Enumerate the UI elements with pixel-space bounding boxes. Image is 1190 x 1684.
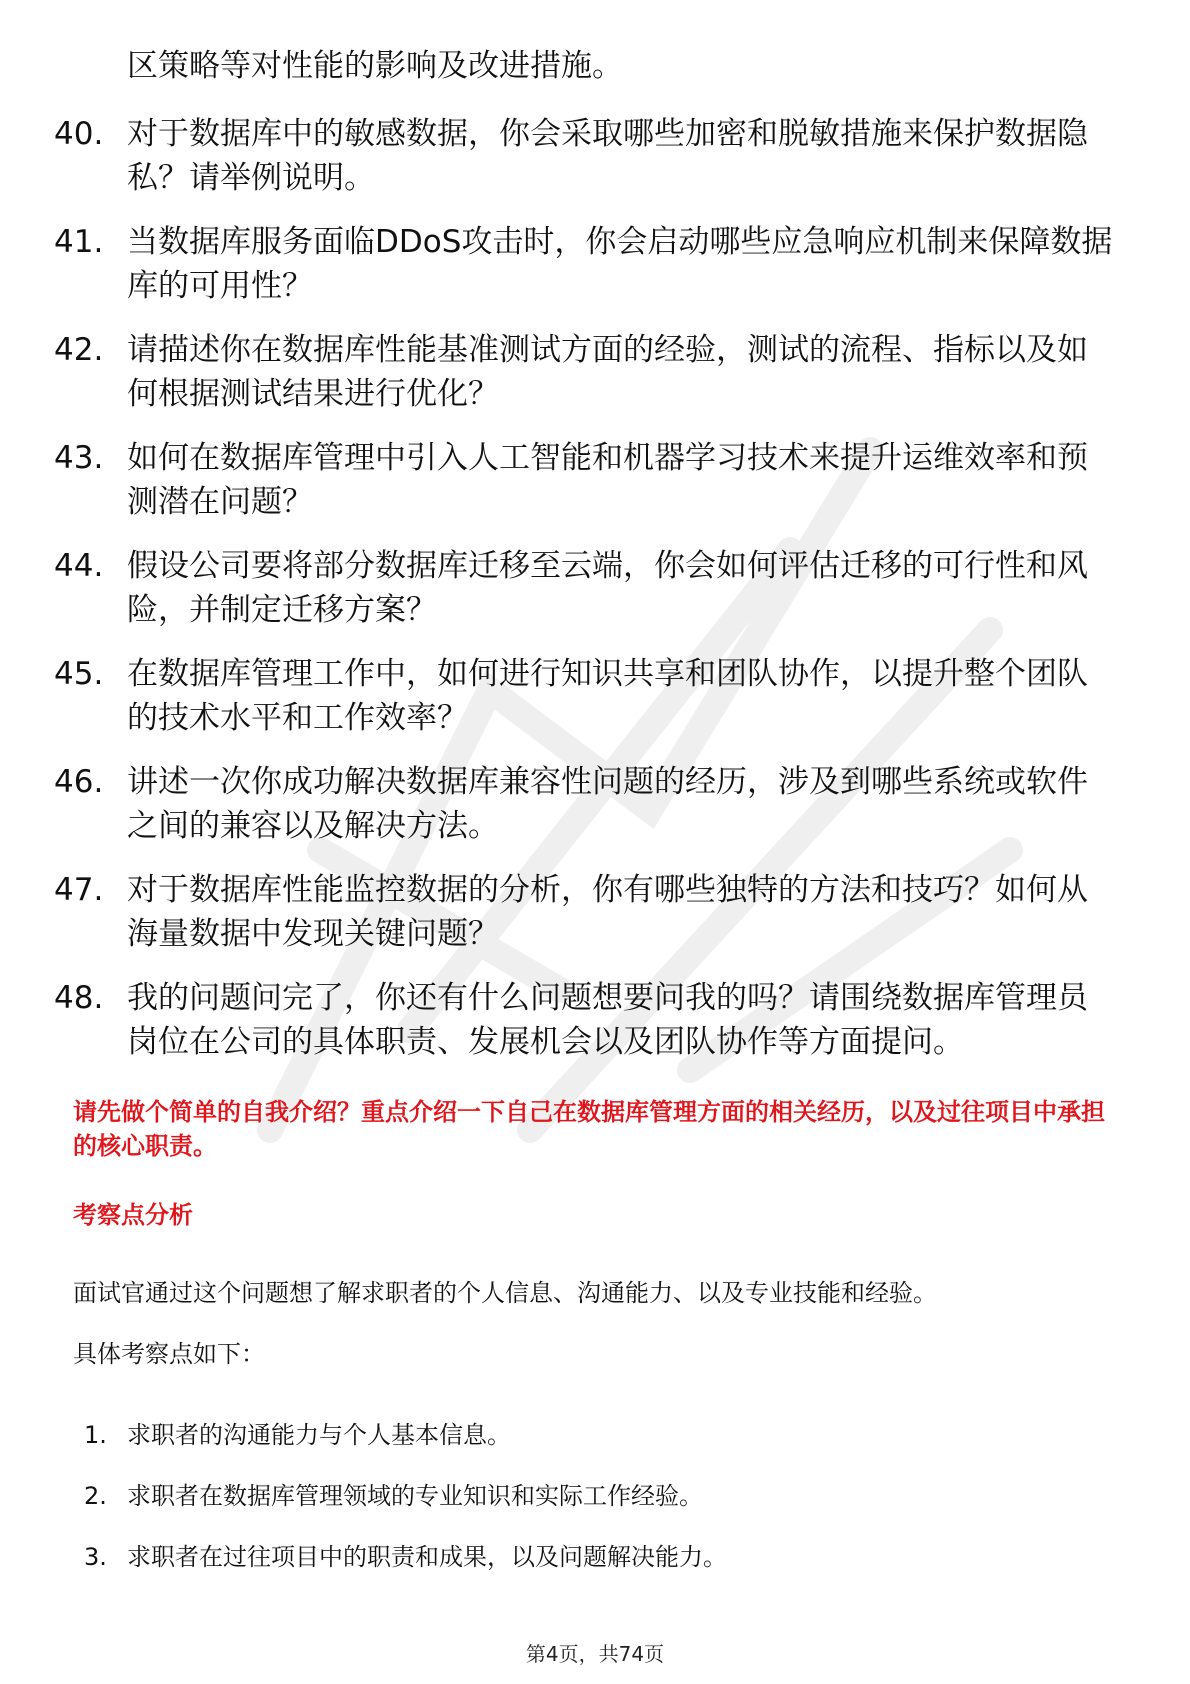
point-text: 求职者在过往项目中的职责和成果，以及问题解决能力。 xyxy=(127,1543,727,1571)
point-text: 求职者的沟通能力与个人基本信息。 xyxy=(127,1421,511,1449)
list-item xyxy=(54,220,1124,308)
point-number: 3. xyxy=(84,1543,107,1571)
question-text: 对于数据库性能监控数据的分析，你有哪些独特的方法和技巧？如何从海量数据中发现关键问题？ xyxy=(127,872,1088,952)
question-text: 如何在数据库管理中引入人工智能和机器学习技术来提升运维效率和预测潜在问题？ xyxy=(127,440,1088,520)
point-number: 2. xyxy=(84,1482,107,1510)
list-item xyxy=(84,1479,1084,1513)
page-footer: 第4页，共74页 xyxy=(525,1642,665,1666)
continued-question-text: 区策略等对性能的影响及改进措施。 xyxy=(127,48,623,84)
question-number: 43. xyxy=(54,440,104,476)
question-number: 48. xyxy=(54,980,104,1016)
question-text: 假设公司要将部分数据库迁移至云端，你会如何评估迁移的可行性和风险，并制定迁移方案？ xyxy=(127,548,1088,628)
question-text: 在数据库管理工作中，如何进行知识共享和团队协作，以提升整个团队的技术水平和工作效率？ xyxy=(127,656,1088,736)
question-number: 47. xyxy=(54,872,104,908)
question-list xyxy=(54,112,1124,1084)
question-number: 40. xyxy=(54,116,104,152)
section-title: 考察点分析 xyxy=(73,1201,193,1229)
point-number: 1. xyxy=(84,1421,107,1449)
question-number: 46. xyxy=(54,764,104,800)
highlighted-question: 请先做个简单的自我介绍？重点介绍一下自己在数据库管理方面的相关经历，以及过往项目中承担的核心职责。 xyxy=(73,1098,1105,1160)
list-item xyxy=(84,1540,1084,1574)
points-list xyxy=(84,1418,1084,1601)
list-item xyxy=(54,544,1124,632)
point-text: 求职者在数据库管理领域的专业知识和实际工作经验。 xyxy=(127,1482,703,1510)
list-item xyxy=(54,436,1124,524)
points-intro: 具体考察点如下： xyxy=(73,1340,265,1368)
list-item xyxy=(54,112,1124,200)
list-item xyxy=(84,1418,1084,1452)
list-item xyxy=(54,760,1124,848)
question-text: 对于数据库中的敏感数据，你会采取哪些加密和脱敏措施来保护数据隐私？请举例说明。 xyxy=(127,116,1088,196)
intro-paragraph: 面试官通过这个问题想了解求职者的个人信息、沟通能力、以及专业技能和经验。 xyxy=(73,1279,937,1307)
list-item xyxy=(54,652,1124,740)
question-text: 我的问题问完了，你还有什么问题想要问我的吗？请围绕数据库管理员岗位在公司的具体职责、发展机会以及团队协作等方面提问。 xyxy=(127,980,1088,1060)
question-text: 当数据库服务面临DDoS攻击时，你会启动哪些应急响应机制来保障数据库的可用性？ xyxy=(127,224,1113,304)
question-number: 45. xyxy=(54,656,104,692)
question-text: 讲述一次你成功解决数据库兼容性问题的经历，涉及到哪些系统或软件之间的兼容以及解决方法。 xyxy=(127,764,1088,844)
question-number: 41. xyxy=(54,224,104,260)
question-text: 请描述你在数据库性能基准测试方面的经验，测试的流程、指标以及如何根据测试结果进行优化？ xyxy=(127,332,1088,412)
list-item xyxy=(54,868,1124,956)
list-item xyxy=(54,976,1124,1064)
question-number: 44. xyxy=(54,548,104,584)
list-item xyxy=(54,328,1124,416)
question-number: 42. xyxy=(54,332,104,368)
